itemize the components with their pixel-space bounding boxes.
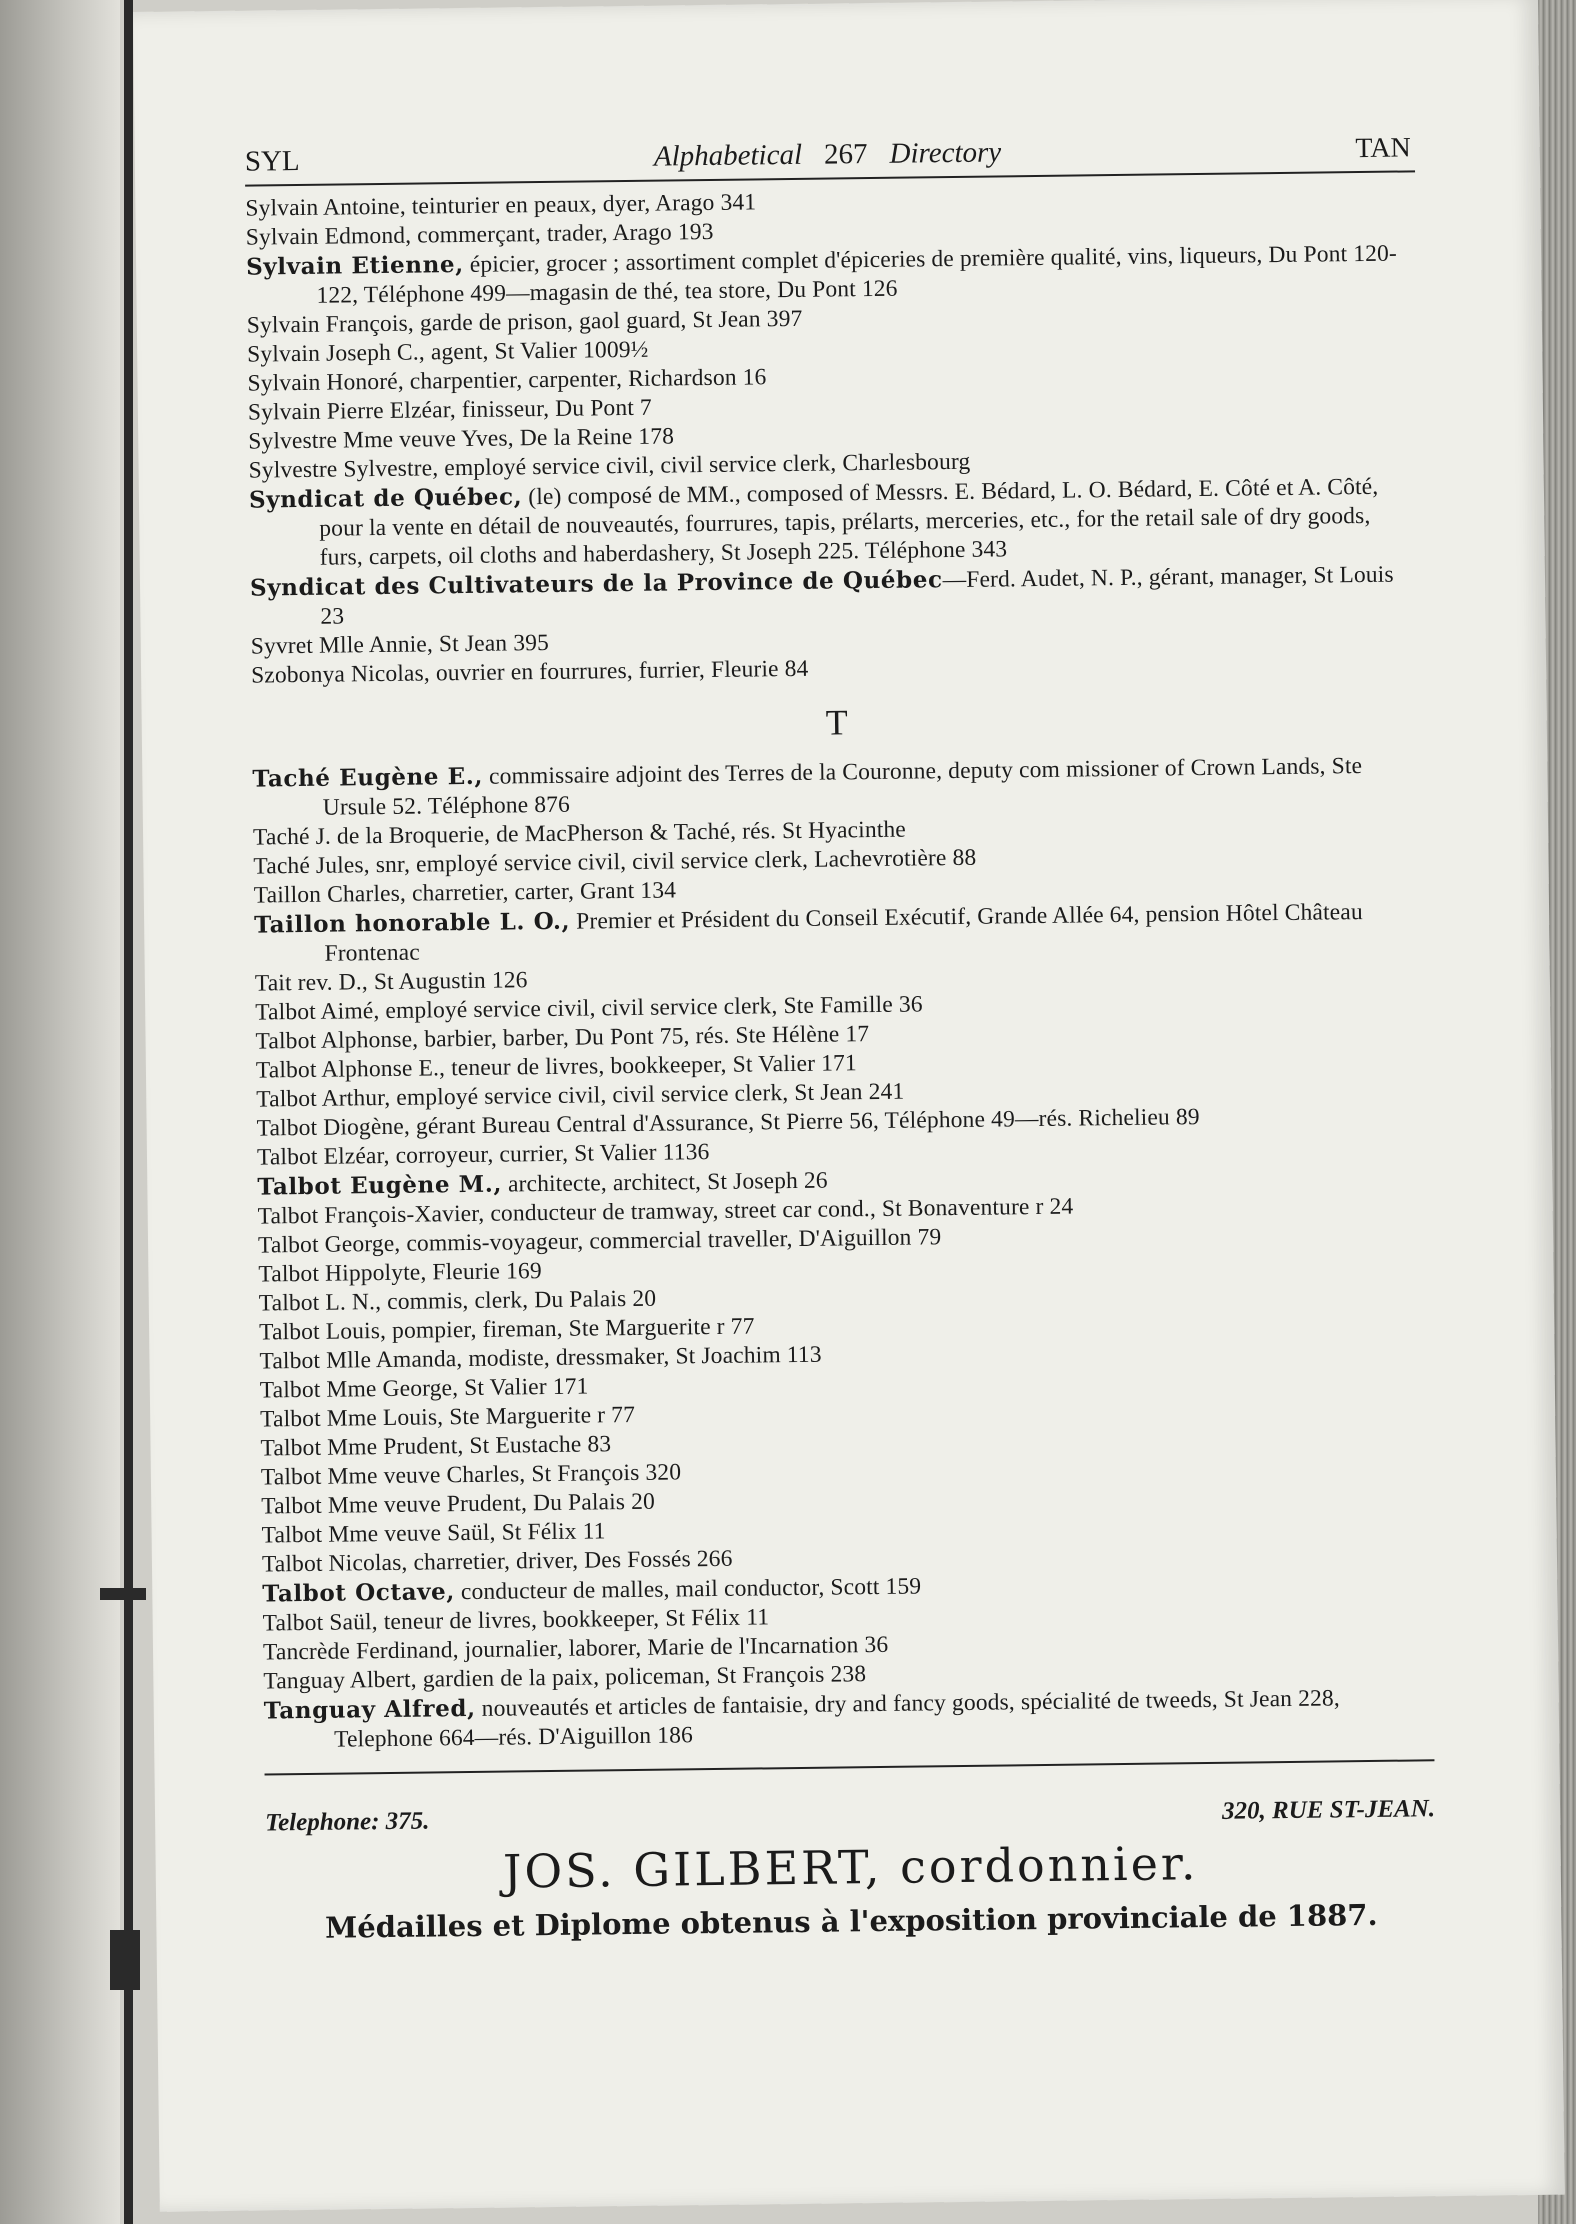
entries-s [245,180,1421,690]
entry-text: Talbot Mme veuve Prudent, Du Palais 20 [261,1488,656,1520]
entry-text: Sylvain Honoré, charpentier, carpenter, Richardson 16 [247,364,767,397]
entry-bold-name: Talbot Octave, [262,1578,456,1608]
entry-text: commissaire adjoint des Terres de la Couronne, deputy com missioner of Crown Lands, Ste Ursule 52. Téléphone 876 [322,753,1363,821]
entry-text: Talbot Arthur, employé service civil, civil service clerk, St Jean 241 [256,1078,905,1113]
entry-text: Tanguay Albert, gardien de la paix, policeman, St François 238 [263,1661,867,1695]
entry-text: Taillon Charles, charretier, carter, Grant 134 [253,877,677,909]
binding-stub [110,1930,140,1990]
ad-address: 320, RUE ST-JEAN. [1221,1795,1436,1825]
entry-text: Talbot Saül, teneur de livres, bookkeeper, St Félix 11 [262,1604,770,1637]
ad-contact-row [265,1767,1436,1837]
binding-shadow [0,0,120,2224]
binding-stub [100,1588,146,1600]
entry-text: Tancrède Ferdinand, journalier, laborer, Marie de l'Incarnation 36 [262,1631,889,1666]
entry-text: Talbot François-Xavier, conducteur de tramway, street car cond., St Bonaventure r 24 [257,1193,1074,1230]
entry-text: Talbot Mme veuve Saül, St Félix 11 [261,1518,606,1549]
header-left: SYL [244,144,300,178]
advertisement [265,1759,1437,1945]
entry-text: Sylvain Edmond, commerçant, trader, Arago 193 [245,218,714,251]
header-center [654,136,1002,173]
entry-text: Taché J. de la Broquerie, de MacPherson & Taché, rés. St Hyacinthe [252,816,907,851]
entry-text: épicier, grocer ; assortiment complet d'épiceries de première qualité, vins, liqueurs, Du Pont 120-122, Téléphone 499—magasin de thé, tea store, Du Pont 126 [316,240,1398,309]
entry-bold-name: Talbot Eugène M., [257,1170,503,1201]
entry-bold-name: Syndicat des Cultivateurs de la Province de Québec [249,566,943,602]
ad-business-name: JOS. GILBERT, cordonnier. [502,1836,1199,1899]
book-spine [124,0,133,2224]
entry-bold-name: Taché Eugène E., [252,762,484,793]
entry-text: Sylvain François, garde de prison, gaol guard, St Jean 397 [246,305,803,339]
entry-text: architecte, architect, St Joseph 26 [501,1167,828,1198]
entry-text: Szobonya Nicolas, ouvrier en fourrures, furrier, Fleurie 84 [250,655,809,689]
entry-text: Sylvain Antoine, teinturier en peaux, dyer, Arago 341 [245,189,757,222]
page-number: 267 [823,138,868,171]
header-center-right: Directory [889,136,1002,170]
header-right: TAN [1355,132,1411,165]
entry-text: Talbot Nicolas, charretier, driver, Des Fossés 266 [261,1545,733,1578]
entry-text: Taché Jules, snr, employé service civil, civil service clerk, Lachevrotière 88 [253,844,977,880]
entry-text: Sylvestre Sylvestre, employé service civil, civil service clerk, Charlesbourg [248,448,971,484]
entry-text: nouveautés et articles de fantaisie, dry and fancy goods, spécialité de tweeds, St Jean 228, Telephone 664—rés. D'Aiguillon 186 [333,1685,1341,1753]
entry-bold-name: Syndicat de Québec, [248,483,523,514]
entry-text: Talbot Mme veuve Charles, St François 320 [260,1459,682,1491]
entry-text: —Ferd. Audet, N. P., gérant, manager, St Louis 23 [320,561,1394,630]
entry-text: Talbot George, commis-voyageur, commercial traveller, D'Aiguillon 79 [257,1224,942,1259]
entry-text: Talbot Mme George, St Valier 171 [259,1373,589,1404]
ad-tagline: Médailles et Diplome obtenus à l'exposition provinciale de 1887. [324,1897,1378,1945]
entry-text: conducteur de malles, mail conductor, Scott 159 [454,1573,922,1606]
entry-text: Premier et Président du Conseil Exécutif, Grande Allée 64, pension Hôtel Château Frontenac [324,899,1363,967]
entry-text: Tait rev. D., St Augustin 126 [254,967,528,997]
entry-text: Talbot Hippolyte, Fleurie 169 [258,1258,542,1288]
section-letter: T [825,702,848,743]
running-header [245,131,1415,186]
entry-text: Sylvestre Mme veuve Yves, De la Reine 178 [248,423,675,455]
entry-text: (le) composé de MM., composed of Messrs. E. Bédard, L. O. Bédard, E. Côté et A. Côté, pour la vente en détail de nouveautés, fourrures, tapis, prélarts, merceries, etc., for the retail sale of dry goods, furs, carpets, oil cloths and haberdashery, St Joseph 225. Téléphone 343 [319,473,1379,571]
entry-text: Syvret Mlle Annie, St Jean 395 [250,629,550,660]
entry-text: Talbot Aimé, employé service civil, civil service clerk, Ste Famille 36 [255,991,923,1026]
entry-bold-name: Taillon honorable L. O., [253,907,571,939]
entry-text: Talbot Mme Louis, Ste Marguerite r 77 [260,1401,636,1433]
directory-entry [249,471,1420,573]
entry-bold-name: Tanguay Alfred, [263,1694,476,1725]
entry-text: Talbot Diogène, gérant Bureau Central d'Assurance, St Pierre 56, Téléphone 49—rés. Richelieu 89 [256,1104,1200,1142]
entry-text: Talbot Elzéar, corroyeur, currier, St Valier 1136 [256,1139,710,1171]
entry-text: Sylvain Joseph C., agent, St Valier 1009½ [247,336,649,368]
entry-bold-name: Sylvain Etienne, [245,250,464,281]
entry-text: Talbot L. N., commis, clerk, Du Palais 20 [258,1285,657,1317]
entry-text: Talbot Mlle Amanda, modiste, dressmaker, St Joachim 113 [259,1341,822,1375]
entry-text: Talbot Alphonse, barbier, barber, Du Pont 75, rés. Ste Hélène 17 [255,1021,870,1055]
ad-telephone: Telephone: 375. [264,1807,430,1837]
directory-page [133,0,1565,2212]
entry-text: Talbot Mme Prudent, St Eustache 83 [260,1431,612,1462]
entry-text: Talbot Louis, pompier, fireman, Ste Marguerite r 77 [258,1313,755,1346]
entries-t [252,750,1434,1755]
page-content [245,131,1437,1945]
entry-text: Talbot Alphonse E., teneur de livres, bookkeeper, St Valier 171 [255,1050,858,1084]
entry-text: Sylvain Pierre Elzéar, finisseur, Du Pont 7 [247,394,653,426]
header-center-left: Alphabetical [653,138,803,173]
